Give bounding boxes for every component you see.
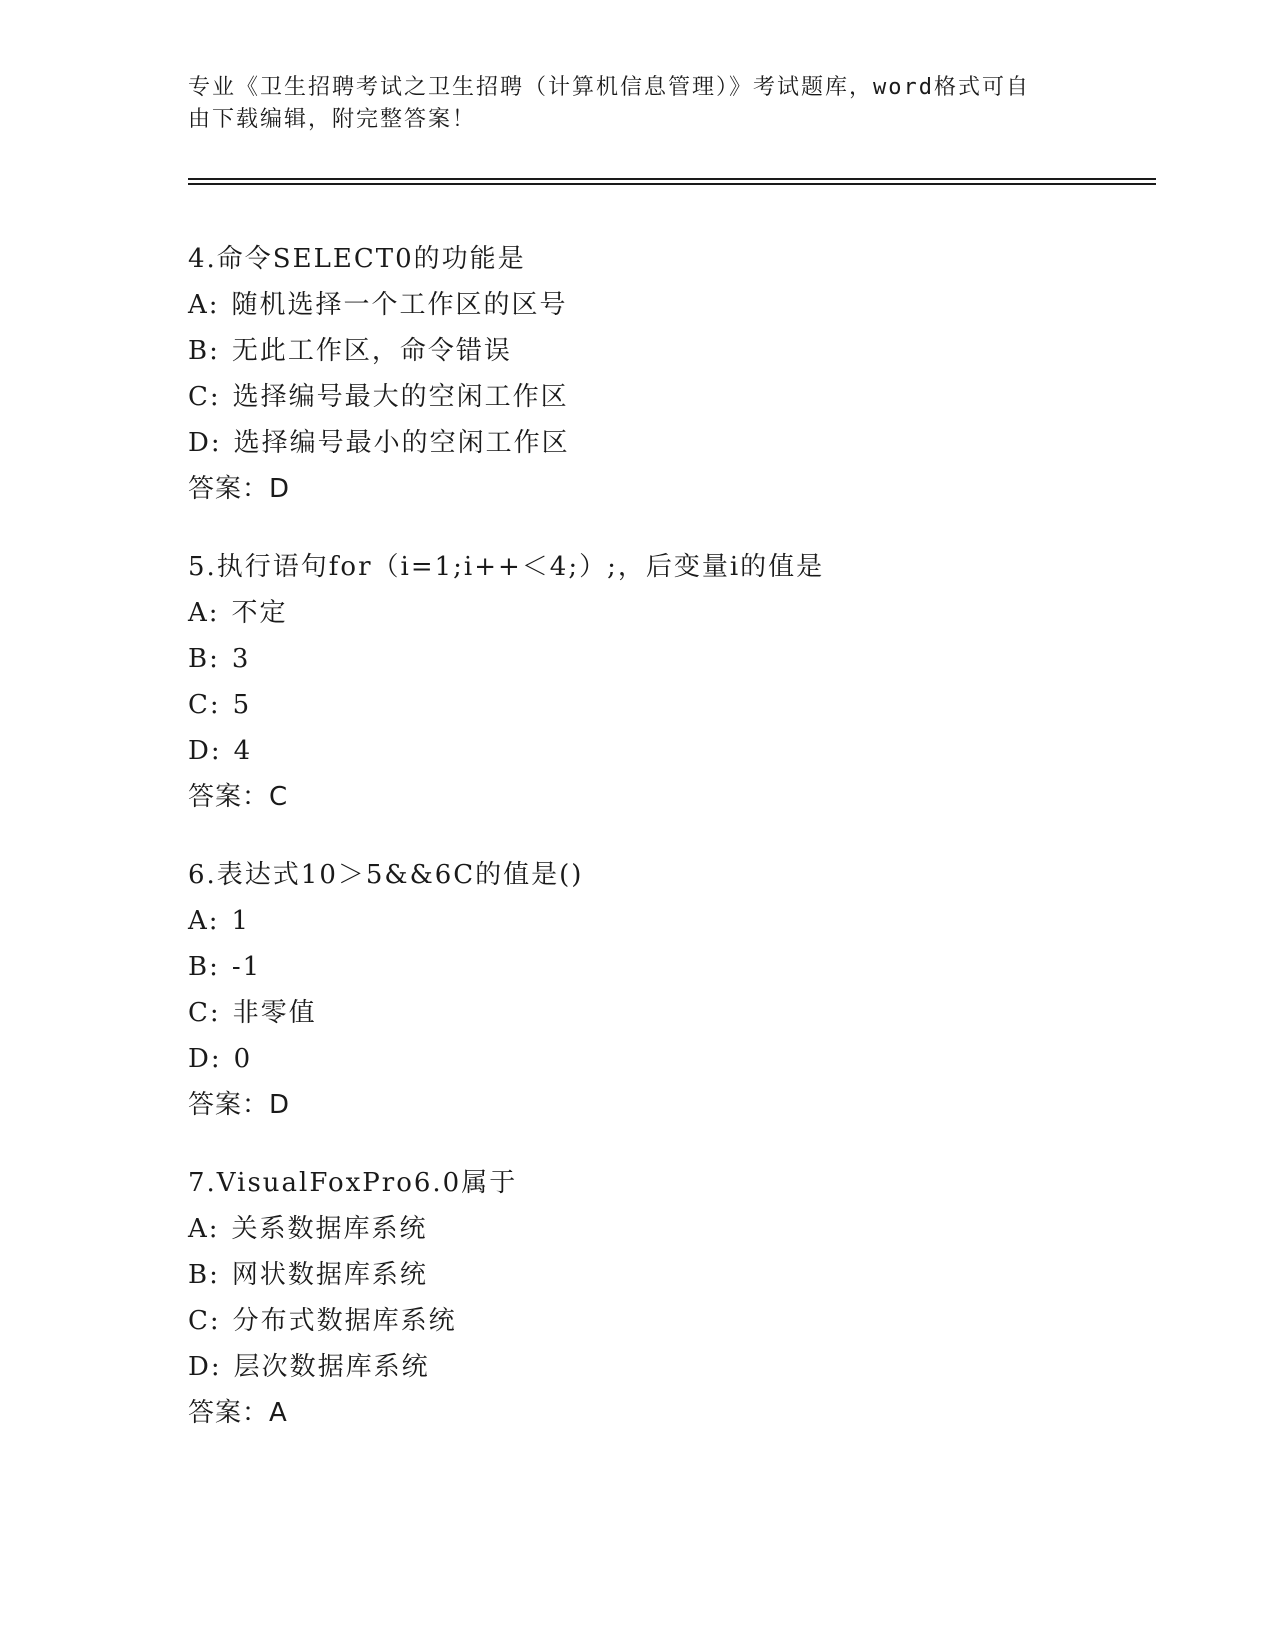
header-line-2: 由下载编辑，附完整答案！ (188, 107, 477, 132)
option-letter: A: (188, 598, 220, 628)
question-stem: 6.表达式10＞5&&6C的值是() (188, 860, 584, 890)
option-b (188, 944, 1148, 990)
header-divider-bottom (188, 183, 1156, 185)
option-letter: B: (188, 336, 220, 366)
option-letter: D: (188, 736, 222, 766)
option-letter: D: (188, 1352, 222, 1382)
question-7 (188, 1160, 1148, 1436)
question-list (188, 236, 1148, 1468)
question-6 (188, 852, 1148, 1128)
option-letter: B: (188, 1260, 220, 1290)
option-text: 随机选择一个工作区的区号 (231, 290, 568, 320)
option-letter: B: (188, 644, 220, 674)
option-d (188, 1344, 1148, 1390)
header-divider-top (188, 178, 1156, 180)
option-letter: D: (188, 1044, 222, 1074)
question-stem: 7.VisualFoxPro6.0属于 (188, 1168, 518, 1198)
option-letter: A: (188, 290, 220, 320)
option-letter: C: (188, 382, 221, 412)
answer-line: 答案：C (188, 782, 289, 812)
answer-line: 答案：D (188, 1090, 291, 1120)
option-d (188, 728, 1148, 774)
answer-line: 答案：D (188, 474, 291, 504)
option-c (188, 990, 1148, 1036)
option-text: 选择编号最大的空闲工作区 (232, 382, 569, 412)
option-text: 0 (233, 1044, 253, 1074)
question-stem: 4.命令SELECT0的功能是 (188, 244, 526, 274)
question-stem: 5.执行语句for（i=1;i++＜4;）;，后变量i的值是 (188, 552, 825, 582)
option-text: 1 (231, 906, 251, 936)
option-letter: B: (188, 952, 220, 982)
question-5 (188, 544, 1148, 820)
option-a (188, 282, 1148, 328)
option-text: 不定 (231, 598, 288, 628)
header-line-1: 专业《卫生招聘考试之卫生招聘（计算机信息管理）》考试题库，word格式可自 (188, 75, 1030, 100)
option-d (188, 420, 1148, 466)
option-text: 层次数据库系统 (233, 1352, 430, 1382)
option-a (188, 1206, 1148, 1252)
option-letter: C: (188, 1306, 221, 1336)
option-text: 关系数据库系统 (231, 1214, 428, 1244)
option-text: 网状数据库系统 (231, 1260, 428, 1290)
option-a (188, 590, 1148, 636)
question-4 (188, 236, 1148, 512)
option-text: 3 (231, 644, 251, 674)
option-b (188, 328, 1148, 374)
option-c (188, 1298, 1148, 1344)
option-letter: A: (188, 906, 220, 936)
option-text: 无此工作区，命令错误 (231, 336, 512, 366)
option-text: 4 (233, 736, 253, 766)
answer-line: 答案：A (188, 1398, 288, 1428)
option-letter: D: (188, 428, 222, 458)
option-c (188, 374, 1148, 420)
option-letter: C: (188, 690, 221, 720)
option-text: -1 (231, 952, 262, 982)
option-text: 非零值 (232, 998, 317, 1028)
option-text: 选择编号最小的空闲工作区 (233, 428, 570, 458)
option-b (188, 1252, 1148, 1298)
option-letter: A: (188, 1214, 220, 1244)
option-text: 分布式数据库系统 (232, 1306, 457, 1336)
option-letter: C: (188, 998, 221, 1028)
option-d (188, 1036, 1148, 1082)
option-a (188, 898, 1148, 944)
document-header (188, 72, 1068, 136)
option-c (188, 682, 1148, 728)
option-b (188, 636, 1148, 682)
option-text: 5 (232, 690, 252, 720)
